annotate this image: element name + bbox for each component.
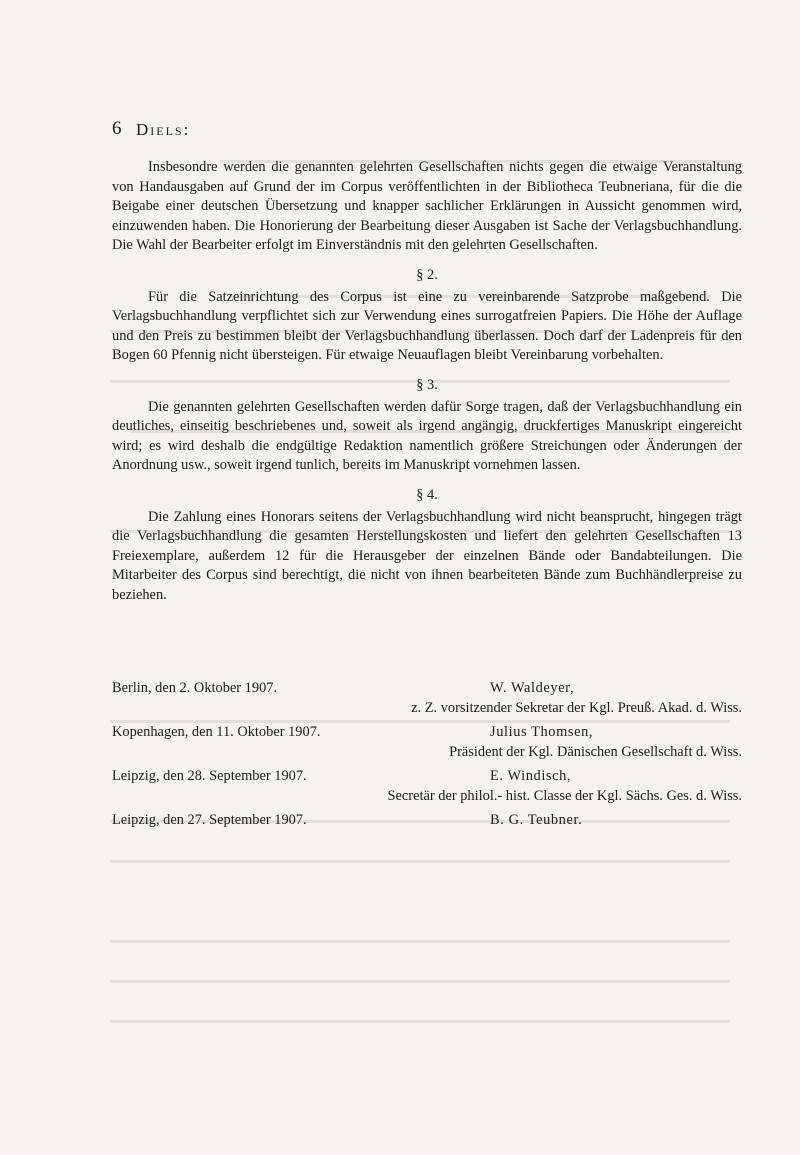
signature-name: E. Windisch, [490, 768, 572, 784]
body-text [112, 158, 742, 605]
signature-title: z. Z. vorsitzender Sekretar der Kgl. Preuß. Akad. d. Wiss. [411, 700, 742, 716]
signature-title: Secretär der philol.- hist. Classe der Kgl. Sächs. Ges. d. Wiss. [387, 788, 742, 804]
page-header [112, 118, 742, 142]
running-head: Diels: [136, 120, 191, 139]
section-heading-4: § 4. [416, 486, 438, 503]
signature-place-date: Leipzig, den 27. September 1907. [112, 812, 307, 828]
signature-place-date: Leipzig, den 28. September 1907. [112, 768, 307, 784]
signature-place-date: Berlin, den 2. Oktober 1907. [112, 680, 278, 696]
intro-paragraph: Insbesondre werden die genannten gelehrten Gesellschaften nichts gegen die etwaige Veranstaltung von Handausgaben auf Grund der im Corpus veröffentlichten in der Bibliotheca Teubneriana, für die die Beigabe einer deutschen Übersetzung und knapper sachlicher Erklärungen in Aussicht genommen wird, einzuwenden haben. Die Honorierung der Bearbeitung dieser Ausgaben ist Sache der Verlagsbuchhandlung. Die Wahl der Bearbeiter erfolgt im Einverständnis mit den gelehrten Gesellschaften. [112, 159, 742, 254]
signature-title: Präsident der Kgl. Dänischen Gesellschaft d. Wiss. [449, 744, 742, 760]
section-paragraph-3: Die genannten gelehrten Gesellschaften werden dafür Sorge tragen, daß der Verlagsbuchhandlung ein deutliches, einseitig beschriebenes und, soweit als irgend angängig, druckfertiges Manuskript eingereicht wird; es wird deshalb die endgültige Redaktion namentlich größere Streichungen oder Änderungen der Anordnung usw., soweit irgend tunlich, bereits im Manuskript vornehmen lassen. [112, 398, 742, 474]
signature-name: W. Waldeyer, [490, 680, 575, 696]
signature-block [112, 680, 742, 856]
signature-thomsen [112, 724, 742, 768]
section-heading-2: § 2. [416, 266, 438, 283]
section-paragraph-4: Die Zahlung eines Honorars seitens der Verlagsbuchhandlung wird nicht beansprucht, hingegen trägt die Verlagsbuchhandlung die gesamten Herstellungskosten und liefert den gelehrten Gesellschaften 13 Freiexemplare, außerdem 12 für die Herausgeber der einzelnen Bände oder Bandabteilungen. Die Mitarbeiter des Corpus sind berechtigt, die nicht von ihnen bearbeiteten Bände zum Buchhändlerpreise zu beziehen. [112, 508, 742, 603]
section-heading-3: § 3. [416, 376, 438, 393]
signature-place-date: Kopenhagen, den 11. Oktober 1907. [112, 724, 321, 740]
signature-windisch [112, 768, 742, 812]
section-paragraph-2: Für die Satzeinrichtung des Corpus ist eine zu vereinbarende Satzprobe maßgebend. Die Verlagsbuchhandlung verpflichtet sich zur Verwendung eines surrogatfreien Papiers. Die Höhe der Auflage und den Preis zu bestimmen bleibt der Verlagsbuchhandlung überlassen. Doch darf der Ladenpreis für den Bogen 60 Pfennig nicht übersteigen. Für etwaige Neuauflagen bleibt Vereinbarung vorbehalten. [112, 288, 742, 364]
signature-name: B. G. Teubner. [490, 812, 583, 828]
page-number: 6 [112, 118, 122, 139]
signature-name: Julius Thomsen, [490, 724, 594, 740]
signature-waldeyer [112, 680, 742, 724]
signature-teubner [112, 812, 742, 856]
